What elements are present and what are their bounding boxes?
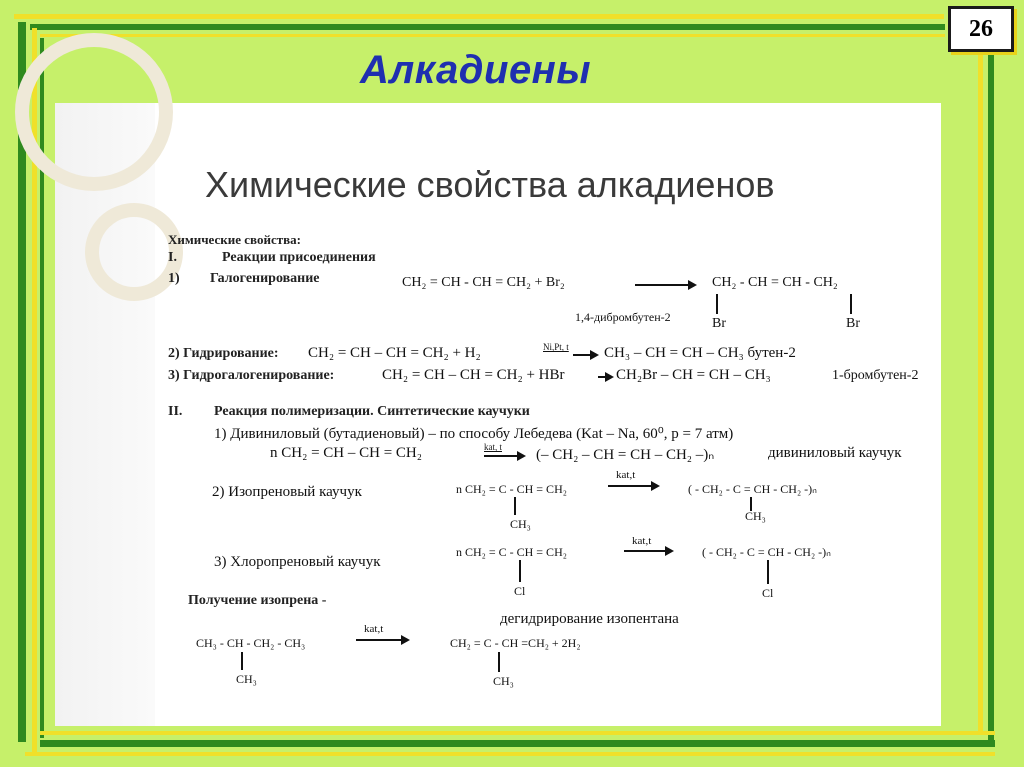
section1-title: Реакции присоединения <box>222 250 376 265</box>
isoprene-sub-right: CH₃ <box>493 674 514 688</box>
decor-ring <box>15 33 173 191</box>
isoprene-eq-left: CH₃ - CH - CH₂ - CH₃ <box>196 636 306 650</box>
eq1-left: CH₂ = CH - CH = CH₂ + Br₂ <box>402 275 565 290</box>
isoprene-cond: kat,t <box>364 623 384 635</box>
isoprene-process: дегидрирование изопентана <box>500 611 679 627</box>
rubber1-name: дивиниловый каучук <box>768 445 902 461</box>
slide-title: Алкадиены <box>360 48 592 92</box>
rubber1-eq-right: (– CH₂ – CH = CH – CH₂ –)ₙ <box>536 447 715 463</box>
rubber2-cond: kat,t <box>616 469 636 481</box>
eq1-name: 1,4-дибромбутен-2 <box>575 310 671 324</box>
rubber3-eq-right: ( - CH₂ - C = CH - CH₂ -)ₙ <box>702 545 831 559</box>
rubber1-arrow <box>484 455 524 457</box>
section1-caption: Химические свойства: <box>168 232 301 247</box>
eq1-br1: Br <box>712 316 726 331</box>
rubber1-desc: 1) Дивиниловый (бутадиеновый) – по способу Лебедева (Kat – Na, 60⁰, p = 7 атм) <box>214 426 734 442</box>
rubber3-cond: kat,t <box>632 535 652 547</box>
eq3: CH₂ = CH – CH = CH₂ + HBr <box>382 367 565 383</box>
eq2-cond: Ni,Pt, t <box>543 342 569 352</box>
frame-bottom-yellow <box>40 731 995 735</box>
isoprene-title: Получение изопрена - <box>188 593 327 608</box>
isoprene-bond-left <box>241 652 243 670</box>
rubber2-sub: CH₃ <box>510 517 531 531</box>
rubber3-sub-right: Cl <box>762 586 774 600</box>
rubber3-bond <box>519 560 521 582</box>
item3-title: 3) Гидрогалогенирование: <box>168 368 335 383</box>
eq1-bond1 <box>716 294 718 314</box>
isoprene-arrow <box>356 639 408 641</box>
frame-top-yellow <box>14 14 944 19</box>
frame-right-yellow <box>978 45 983 735</box>
eq2-arrow <box>573 354 597 356</box>
frame-top-green <box>30 24 945 30</box>
frame-bottom-green <box>40 740 995 747</box>
section2-roman: II. <box>168 404 183 419</box>
isoprene-bond-right <box>498 652 500 672</box>
rubber1-cond: kat, t <box>484 442 502 452</box>
section1-roman: I. <box>168 250 177 265</box>
eq2-right: CH₃ – CH = CH – CH₃ бутен-2 <box>604 345 796 361</box>
section2-title: Реакция полимеризации. Синтетические каучуки <box>214 404 530 419</box>
rubber2-desc: 2) Изопреновый каучук <box>212 484 362 500</box>
rubber3-desc: 3) Хлоропреновый каучук <box>214 554 381 570</box>
eq1-br2: Br <box>846 316 860 331</box>
isoprene-sub-left: CH₃ <box>236 672 257 686</box>
rubber2-bond <box>514 497 516 515</box>
eq1-bond2 <box>850 294 852 314</box>
panel-decoration <box>55 103 155 726</box>
eq2: CH₂ = CH – CH = CH₂ + H₂ <box>308 345 481 361</box>
rubber2-eq-left: n CH₂ = C - CH = CH₂ <box>456 482 567 496</box>
eq1-right: CH₂ - CH = CH - CH₂ <box>712 275 838 290</box>
frame-top-yellow2 <box>40 34 945 37</box>
rubber3-arrow <box>624 550 672 552</box>
slide-number: 26 <box>948 6 1014 52</box>
rubber1-eq-left: n CH₂ = CH – CH = CH₂ <box>270 445 422 461</box>
rubber2-eq-right: ( - CH₂ - C = CH - CH₂ -)ₙ <box>688 482 817 496</box>
frame-right-green <box>988 45 994 745</box>
item1-number: 1) <box>168 271 180 286</box>
rubber2-arrow <box>608 485 658 487</box>
eq1-arrow <box>635 284 695 286</box>
eq3-name: 1-бромбутен-2 <box>832 368 919 383</box>
frame-bottom-yellow2 <box>25 752 995 756</box>
eq3-right: CH₂Br – CH = CH – CH₃ <box>616 367 771 383</box>
page-heading: Химические свойства алкадиенов <box>205 164 775 205</box>
eq3-arrow <box>598 376 612 378</box>
rubber2-sub-right: CH₃ <box>745 509 766 523</box>
rubber3-sub: Cl <box>514 584 526 598</box>
rubber3-bond-right <box>767 560 769 584</box>
item1-title: Галогенирование <box>210 271 320 286</box>
isoprene-eq-right: CH₂ = C - CH =CH₂ + 2H₂ <box>450 636 581 650</box>
rubber3-eq-left: n CH₂ = C - CH = CH₂ <box>456 545 567 559</box>
item2-title: 2) Гидрирование: <box>168 346 279 361</box>
